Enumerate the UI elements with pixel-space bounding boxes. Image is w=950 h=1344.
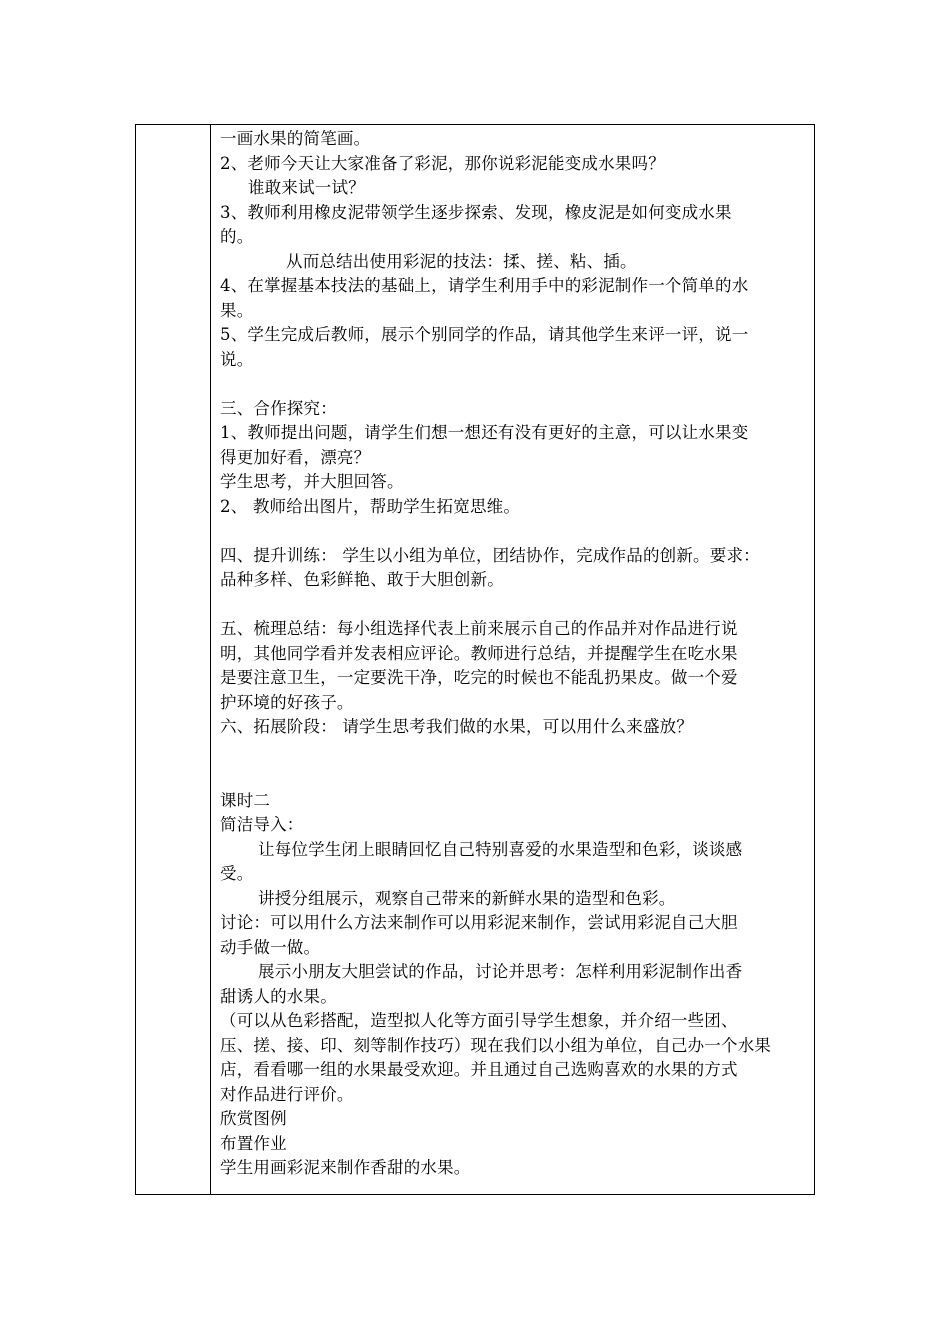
- section-heading: 简洁导入：: [220, 815, 304, 834]
- blank-line: [220, 764, 810, 789]
- lesson-plan-table: [135, 124, 815, 1195]
- text-line: 店，看看哪一组的水果最受欢迎。并且通过自己选购喜欢的水果的方式: [220, 1060, 738, 1079]
- lesson-two-title: 课时二: [220, 790, 271, 810]
- text-line: 展示小朋友大胆尝试的作品，讨论并思考：怎样利用彩泥制作出香: [258, 962, 743, 981]
- text-line: 压、搓、接、印、刻等制作技巧）现在我们以小组为单位，自己办一个水果: [220, 1035, 772, 1055]
- blank-line: [220, 372, 810, 397]
- table-content-cell: [220, 127, 810, 1181]
- text-line: 一画水果的简笔画。: [220, 129, 371, 148]
- section-heading: 三、合作探究：: [220, 398, 337, 418]
- text-line: 受。: [220, 864, 254, 883]
- text-line: 说。: [220, 349, 254, 369]
- text-line: 2、 教师给出图片，帮助学生拓宽思维。: [220, 496, 521, 516]
- text-line: 明，其他同学看并发表相应评论。教师进行总结，并提醒学生在吃水果: [220, 643, 738, 663]
- text-line: 甜诱人的水果。: [220, 986, 337, 1006]
- text-line: 1、教师提出问题，请学生们想一想还有没有更好的主意，可以让水果变: [220, 423, 749, 442]
- blank-line: [220, 519, 810, 544]
- blank-line: [220, 593, 810, 618]
- text-line: 护环境的好孩子。: [220, 692, 354, 712]
- text-line: 的。: [220, 227, 254, 246]
- section-heading: 布置作业: [220, 1133, 287, 1153]
- text-line: 对作品进行评价。: [220, 1084, 354, 1104]
- text-line: 让每位学生闭上眼睛回忆自己特别喜爱的水果造型和色彩，谈谈感: [258, 839, 743, 859]
- text-line: 学生用画彩泥来制作香甜的水果。: [220, 1158, 471, 1177]
- table-left-column: [136, 125, 211, 1194]
- blank-line: [220, 740, 810, 765]
- text-line: 得更加好看，漂亮？: [220, 447, 371, 467]
- text-line: 动手做一做。: [220, 937, 321, 957]
- text-line: 讲授分组展示，观察自己带来的新鲜水果的造型和色彩。: [258, 888, 676, 908]
- text-line: 5、学生完成后教师，展示个别同学的作品，请其他学生来评一评，说一: [220, 325, 749, 344]
- text-line: 品种多样、色彩鲜艳、敢于大胆创新。: [220, 570, 504, 589]
- text-line: 是要注意卫生，一定要洗干净，吃完的时候也不能乱扔果皮。做一个爱: [220, 668, 738, 687]
- section-heading: 五、梳理总结：每小组选择代表上前来展示自己的作品并对作品进行说: [220, 619, 738, 638]
- section-heading: 四、提升训练： 学生以小组为单位，团结协作，完成作品的创新。要求：: [220, 545, 760, 565]
- section-heading: 欣赏图例: [220, 1109, 287, 1128]
- text-line: 讨论：可以用什么方法来制作可以用彩泥来制作，尝试用彩泥自己大胆: [220, 913, 738, 932]
- text-line: 4、在掌握基本技法的基础上，请学生利用手中的彩泥制作一个简单的水: [220, 276, 749, 295]
- text-line: 学生思考，并大胆回答。: [220, 472, 404, 491]
- text-line: 果。: [220, 300, 254, 320]
- section-heading: 六、拓展阶段： 请学生思考我们做的水果，可以用什么来盛放？: [220, 717, 694, 736]
- text-line: 谁敢来试一试？: [248, 178, 365, 197]
- text-line: 从而总结出使用彩泥的技法：揉、搓、粘、插。: [286, 251, 637, 271]
- text-line: 3、教师利用橡皮泥带领学生逐步探索、发现，橡皮泥是如何变成水果: [220, 202, 732, 222]
- text-line: 2、老师今天让大家准备了彩泥，那你说彩泥能变成水果吗？: [220, 153, 665, 173]
- text-line: （可以从色彩搭配，造型拟人化等方面引导学生想象，并介绍一些团、: [220, 1011, 738, 1030]
